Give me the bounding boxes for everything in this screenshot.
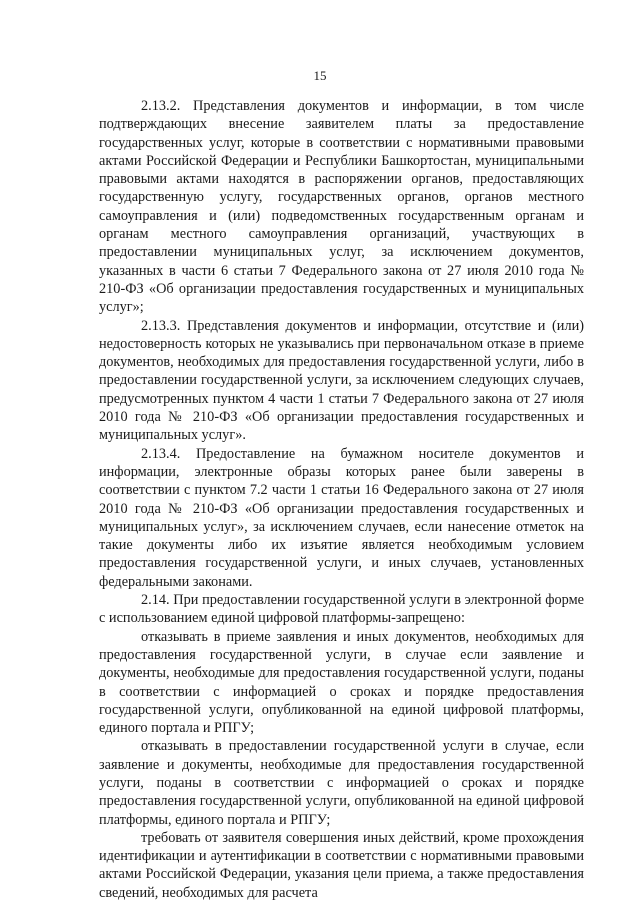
- paragraph-2-13-4: 2.13.4. Предоставление на бумажном носителе документов и информации, электронные образы которых ранее были заверены в соответствии с пунктом 7.2 части 1 статьи 16 Федерального закона от 27 июля 2010 года № 210-ФЗ «Об организации предоставления государственных и муниципальных услуг», за исключением случаев, если нанесение отметок на такие документы либо их изъятие является необходимым условием предоставления государственной услуги, и иных случаев, установленных федеральными законами.: [99, 445, 584, 590]
- document-body: [99, 97, 584, 902]
- paragraph-2-13-2: 2.13.2. Представления документов и информации, в том числе подтверждающих внесение заявителем платы за предоставление государственных услуг, которые в соответствии с нормативными правовыми актами Российской Федерации и Республики Башкортостан, муниципальными правовыми актами находятся в распоряжении органов, предоставляющих государственную услугу, государственных органов, органов местного самоуправления и (или) подведомственных государственным органам и органам местного самоуправления организаций, участвующих в предоставлении муниципальных услуг, за исключением документов, указанных в части 6 статьи 7 Федерального закона от 27 июля 2010 года № 210-ФЗ «Об организации предоставления государственных и муниципальных услуг»;: [99, 98, 584, 316]
- prohibition-item-2: отказывать в предоставлении государственной услуги в случае, если заявление и документы, необходимые для предоставления государственной услуги, поданы в соответствии с информацией о сроках и порядке предоставления государственной услуги, опубликованной на единой цифровой платформы, единого портала и РПГУ;: [99, 738, 584, 828]
- paragraph-2-14: 2.14. При предоставлении государственной услуги в электронной форме с использованием единой цифровой платформы-запрещено:: [99, 592, 584, 627]
- paragraph-2-13-3: 2.13.3. Представления документов и информации, отсутствие и (или) недостоверность которых не указывались при первоначальном отказе в приеме документов, необходимых для предоставления государственной услуги, либо в предоставлении государственной услуги, за исключением следующих случаев, предусмотренных пунктом 4 части 1 статьи 7 Федерального закона от 27 июля 2010 года № 210-ФЗ «Об организации предоставления государственных и муниципальных услуг».: [99, 317, 584, 444]
- prohibition-item-1: отказывать в приеме заявления и иных документов, необходимых для предоставления государственной услуги, в случае если заявление и документы, необходимые для предоставления государственной услуги, поданы в соответствии с информацией о сроках и порядке предоставления государственной услуги, опубликованной на единой цифровой платформы, единого портала и РПГУ;: [99, 628, 584, 737]
- page-number: 15: [313, 68, 327, 83]
- prohibition-item-3: требовать от заявителя совершения иных действий, кроме прохождения идентификации и аутентификации в соответствии с нормативными правовыми актами Российской Федерации, указания цели приема, а также предоставления сведений, необходимых для расчета: [99, 829, 584, 901]
